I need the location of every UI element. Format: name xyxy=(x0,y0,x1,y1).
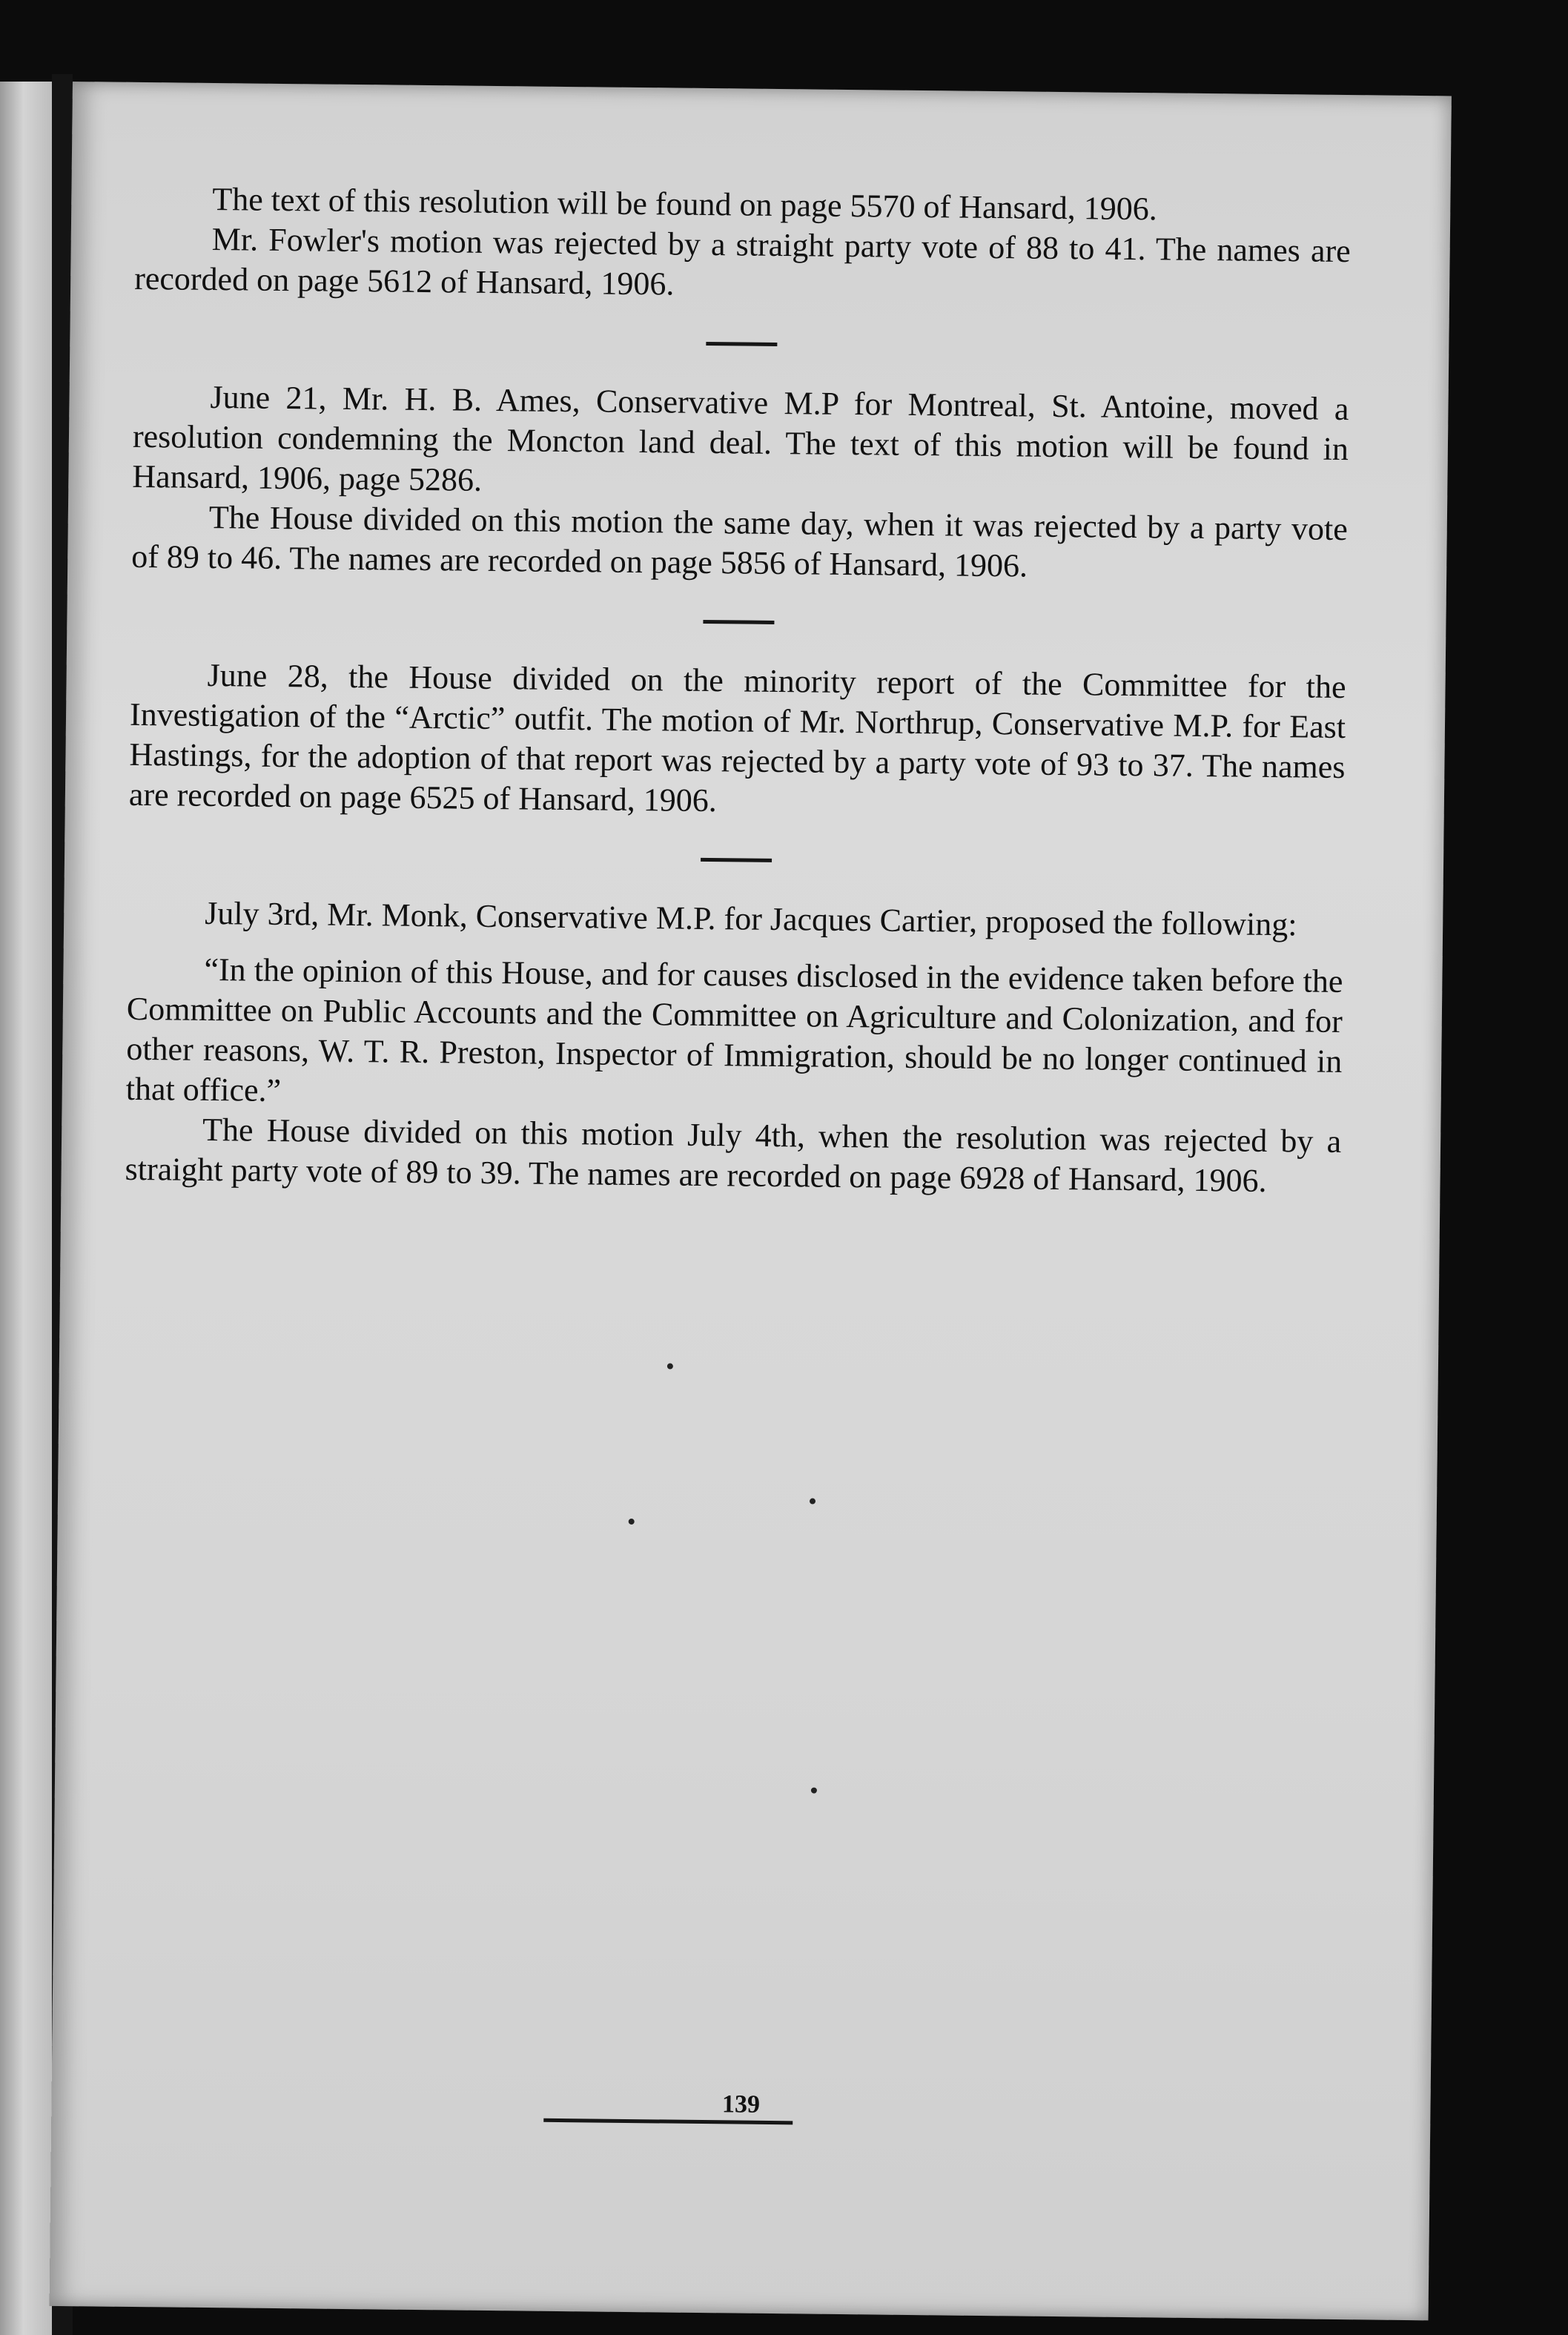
quoted-resolution: “In the opinion of this House, and for causes disclosed in the evidence taken before the Committee on Public Accounts and the Committee on Agriculture and Colonization, and for other reasons, W. T. R. Preston, Inspector of Immigration, should be no longer continued in that office.” xyxy=(125,951,1343,1109)
paragraph-fowler-motion: Mr. Fowler's motion was rejected by a straight party vote of 88 to 41. The names are recorded on page 5612 of Hansard, 1906. xyxy=(133,220,1351,303)
document-page xyxy=(50,82,1452,2320)
scan-speck xyxy=(810,1499,816,1505)
scan-speck xyxy=(629,1519,635,1525)
end-of-text-rule xyxy=(543,2118,793,2125)
paragraph-resolution-text: The text of this resolution will be found on page 5570 of Hansard, 1906. xyxy=(212,180,1158,228)
text-column xyxy=(125,179,1351,1202)
scan-speck xyxy=(811,1788,817,1794)
section-divider-3 xyxy=(701,858,772,862)
scan-speck xyxy=(667,1363,673,1369)
paragraph-ames-resolution: June 21, Mr. H. B. Ames, Conservative M.P for Montreal, St. Antoine, moved a resolution condemning the Moncton land deal. The text of this motion will be found in Hansard, 1906, page 5286. xyxy=(132,378,1349,498)
paragraph-monk-division: The House divided on this motion July 4th, when the resolution was rejected by a straight party vote of 89 to 39. The names are recorded on page 6928 of Hansard, 1906. xyxy=(125,1111,1342,1199)
paragraph-monk-proposal: July 3rd, Mr. Monk, Conservative M.P. for Jacques Cartier, proposed the following: xyxy=(205,894,1297,943)
left-page-edge xyxy=(0,82,52,2335)
paragraph-ames-division: The House divided on this motion the same day, when it was rejected by a party vote of 89 to 46. The names are recorded on page 5856 of Hansard, 1906. xyxy=(131,498,1349,584)
section-divider-2 xyxy=(703,620,774,624)
paragraph-arctic-report: June 28, the House divided on the minority report of the Committee for the Investigation of the “Arctic” outfit. The motion of Mr. Northrup, Conservative M.P. for East Hastings, for the adoption of that report was rejected by a party vote of 93 to 37. The names are recorded on page 6525 of Hansard, 1906. xyxy=(128,656,1346,819)
section-divider-1 xyxy=(706,342,777,346)
page-number: 139 xyxy=(721,2090,761,2118)
